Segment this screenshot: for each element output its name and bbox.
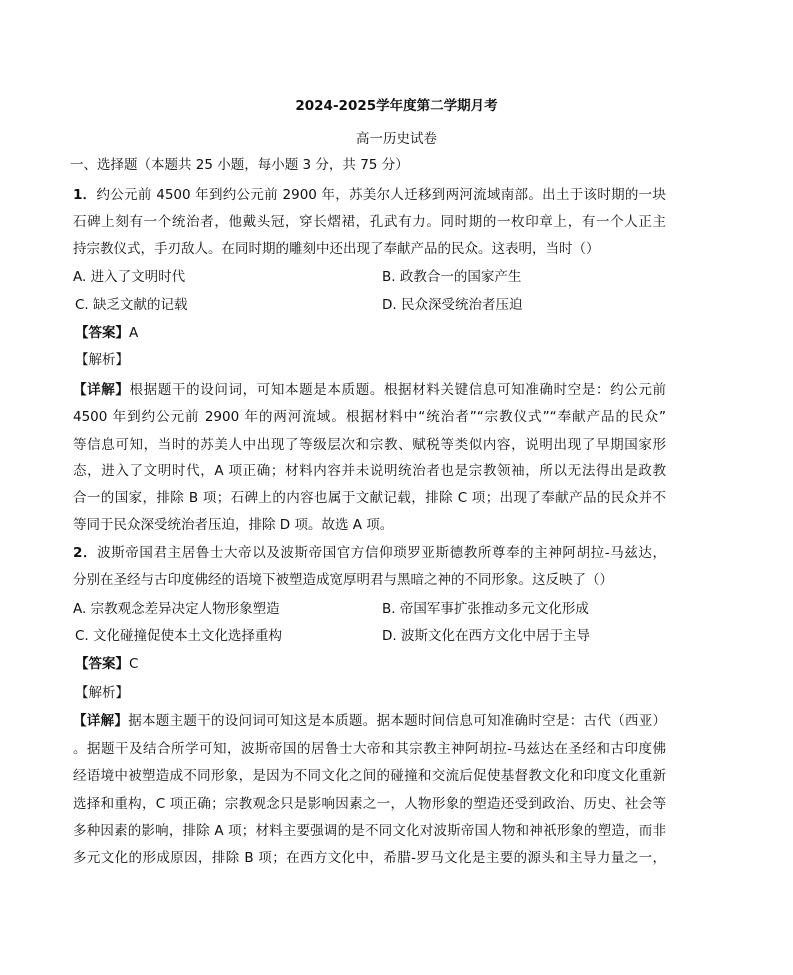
q1-stem-line-3: 持宗教仪式，手刃敌人。在同时期的雕刻中还出现了奉献产品的民众。这表明，当时（） xyxy=(73,241,600,257)
q1-detail-line-2: 4500 年到约公元前 2900 年的两河流域。根据材料中“统治者”“宗教仪式”“奉献产品的民众” xyxy=(73,409,666,425)
q2-stem-line-1: 2．波斯帝国君主居鲁士大帝以及波斯帝国官方信仰琐罗亚斯德教所尊奉的主神阿胡拉-马兹达， xyxy=(73,545,666,561)
q2-number: 2． xyxy=(73,545,98,561)
q2-detail-line-1: 【详解】据本题主题干的设问词可知这是本质题。据本题时间信息可知准确时空是：古代（西亚） xyxy=(73,713,667,729)
q2-option-a: A. 宗教观念差异决定人物形象塑造 xyxy=(73,601,280,617)
q2-option-c: C. 文化碰撞促使本土文化选择重构 xyxy=(75,628,283,644)
q1-number: 1． xyxy=(73,187,97,203)
q1-stem-line-2: 石碑上刻有一个统治者，他戴头冠，穿长熠裙，孔武有力。同时期的一枚印章上，有一个人正主 xyxy=(73,214,666,230)
q1-detail-line-3: 等信息可知，当时的苏美人中出现了等级层次和宗教、赋税等类似内容，说明出现了早期国家形 xyxy=(73,437,666,453)
q2-detail-line-6: 多元文化的形成原因，排除 B 项；在西方文化中，希腊-罗马文化是主要的源头和主导力量之一， xyxy=(73,850,666,866)
q1-stem-line-1: 1．约公元前 4500 年到约公元前 2900 年，苏美尔人迁移到两河流域南部。出土于该时期的一块 xyxy=(73,187,666,203)
q1-detail-line-6: 等同于民众深受统治者压迫，排除 D 项。故选 A 项。 xyxy=(73,517,394,533)
q1-answer-value: A xyxy=(129,325,139,341)
q2-stem-line-2: 分别在圣经与古印度佛经的语境下被塑造成宽厚明君与黑暗之神的不同形象。这反映了（） xyxy=(73,572,613,588)
q1-detail-line-4: 态，进入了文明时代，A 项正确；材料内容并未说明统治者也是宗教领袖，所以无法得出是政教 xyxy=(73,463,666,479)
q1-analysis-tag: 【解析】 xyxy=(75,352,129,368)
q2-detail-line-4: 选择和重构，C 项正确；宗教观念只是影响因素之一，人物形象的塑造还受到政治、历史、社会等 xyxy=(73,796,666,812)
q2-option-b: B. 帝国军事扩张推动多元文化形成 xyxy=(382,601,589,617)
section-heading: 一、选择题（本题共 25 小题，每小题 3 分，共 75 分） xyxy=(70,157,409,173)
q2-detail-line-2: 。据题干及结合所学可知，波斯帝国的居鲁士大帝和其宗教主神阿胡拉-马兹达在圣经和古印度佛 xyxy=(73,741,666,757)
q1-option-c: C. 缺乏文献的记载 xyxy=(75,297,188,313)
q2-analysis-tag: 【解析】 xyxy=(75,685,129,701)
q1-detail-line-1: 【详解】根据题干的设问词，可知本题是本质题。根据材料关键信息可知准确时空是：约公元前 xyxy=(73,382,667,398)
exam-subtitle: 高一历史试卷 xyxy=(356,131,437,147)
q2-answer-value: C xyxy=(129,656,139,672)
q2-detail-line-3: 经语境中被塑造成不同形象，是因为不同文化之间的碰撞和交流后促使基督教文化和印度文化重新 xyxy=(73,768,666,784)
q2-option-d: D. 波斯文化在西方文化中居于主导 xyxy=(382,628,590,644)
q1-option-a: A. 进入了文明时代 xyxy=(73,269,186,285)
q1-answer: 【答案】A xyxy=(75,325,139,341)
q2-detail-line-5: 多种因素的影响，排除 A 项；材料主要强调的是不同文化对波斯帝国人物和神祇形象的塑造，而非 xyxy=(73,823,666,839)
q2-answer: 【答案】C xyxy=(75,656,139,672)
q1-detail-line-5: 合一的国家，排除 B 项；石碑上的内容也属于文献记载，排除 C 项；出现了奉献产品的民众并不 xyxy=(73,490,666,506)
q1-option-d: D. 民众深受统治者压迫 xyxy=(382,297,523,313)
q1-option-b: B. 政教合一的国家产生 xyxy=(382,269,522,285)
exam-title: 2024-2025学年度第二学期月考 xyxy=(295,98,498,114)
